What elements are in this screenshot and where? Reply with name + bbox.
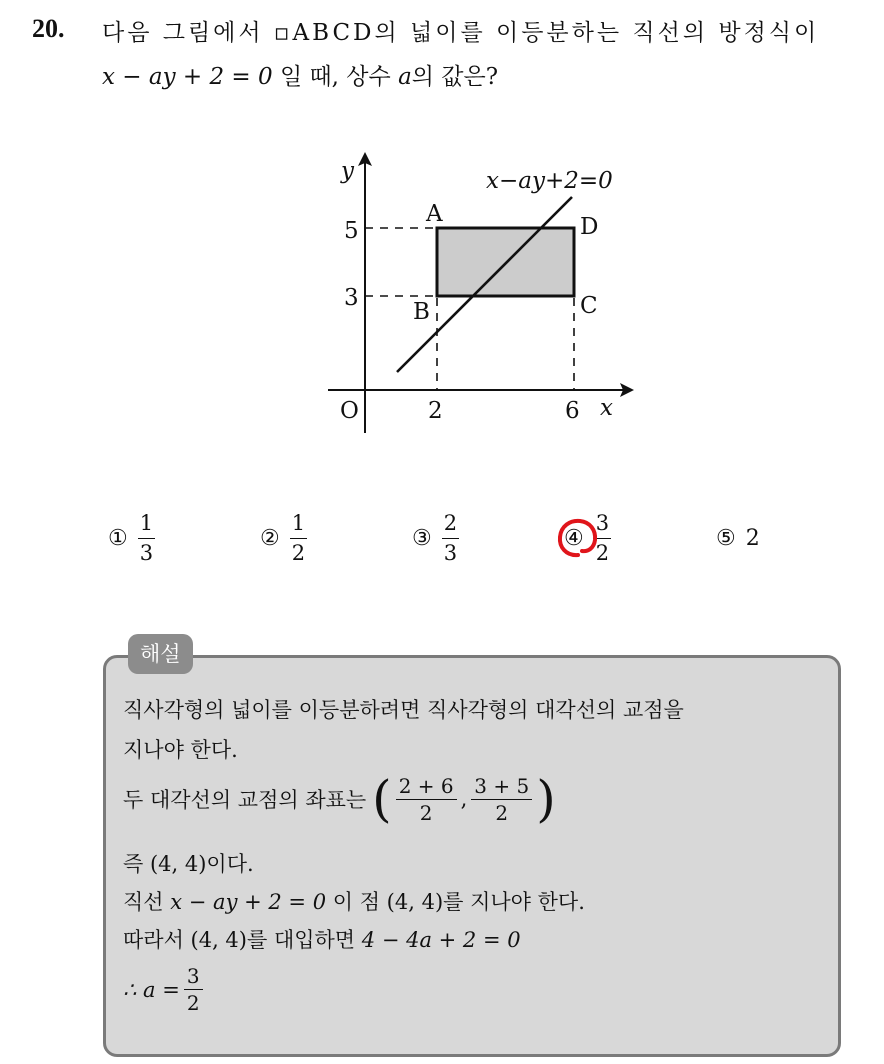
point-a-label: A xyxy=(426,201,443,227)
solution-line-1: 직사각형의 넓이를 이등분하려면 직사각형의 대각선의 교점을 xyxy=(123,698,684,722)
choice-3-fraction xyxy=(442,510,459,565)
answer-fraction xyxy=(184,966,203,1013)
solution-line-6 xyxy=(123,924,521,954)
question-text: 일 때, 상수 xyxy=(279,64,391,90)
solution-line-7-lhs: ∴ a = xyxy=(123,977,180,1002)
question-text-line1: 다음 그림에서 ▫ABCD의 넓이를 이등분하는 직선의 방정식이 xyxy=(102,20,820,46)
question-number: 20. xyxy=(32,14,65,43)
choice-5[interactable] xyxy=(716,508,760,568)
choice-5-mark: ⑤ xyxy=(716,525,736,551)
choice-3-den: 3 xyxy=(443,540,458,565)
right-paren: ) xyxy=(536,770,556,828)
question-text-end: 의 값은? xyxy=(411,64,499,90)
tick-y-5: 5 xyxy=(344,218,359,244)
solution-line-6-math: 4 − 4a + 2 = 0 xyxy=(361,928,521,952)
choice-2-den: 2 xyxy=(291,540,306,565)
solution-line-5 xyxy=(123,886,585,916)
question-text-line2 xyxy=(102,58,498,91)
solution-line-6-a: 따라서 (4, 4)를 대입하면 xyxy=(123,928,356,952)
point-c-label: C xyxy=(580,293,598,319)
choice-4[interactable] xyxy=(564,508,611,568)
x-axis-label: x xyxy=(600,395,613,421)
choice-1-num: 1 xyxy=(138,513,155,539)
choice-4-num: 3 xyxy=(594,513,611,539)
tick-x-6: 6 xyxy=(565,398,580,424)
tick-y-3: 3 xyxy=(344,285,359,311)
choice-2-mark: ② xyxy=(260,525,280,551)
choice-4-den: 2 xyxy=(595,540,610,565)
solution-line-4: 즉 (4, 4)이다. xyxy=(123,852,254,876)
choice-2-fraction xyxy=(290,510,307,565)
equation: x − ay + 2 = 0 xyxy=(102,64,273,90)
solution-line-7 xyxy=(123,966,207,1013)
fraction-y-num: 3 + 5 xyxy=(471,776,532,800)
point-d-label: D xyxy=(580,214,599,240)
choice-2[interactable] xyxy=(260,508,307,568)
choice-2-num: 1 xyxy=(290,513,307,539)
choice-3-mark: ③ xyxy=(412,525,432,551)
choice-5-value: 2 xyxy=(745,525,760,551)
answer-num: 3 xyxy=(184,966,203,990)
comma: , xyxy=(460,787,468,811)
solution-line-3 xyxy=(123,770,556,828)
fraction-x-num: 2 + 6 xyxy=(396,776,457,800)
choice-3-num: 2 xyxy=(442,513,459,539)
coordinate-graph xyxy=(320,148,650,448)
fraction-x-den: 2 xyxy=(419,800,433,825)
solution-line-3-text: 두 대각선의 교점의 좌표는 xyxy=(123,788,367,812)
fraction-y xyxy=(471,773,532,825)
solution-line-2: 지나야 한다. xyxy=(123,738,238,762)
variable-a: a xyxy=(398,64,412,90)
choice-1-den: 3 xyxy=(139,540,154,565)
choice-3[interactable] xyxy=(412,508,459,568)
choice-1-fraction xyxy=(138,510,155,565)
fraction-y-den: 2 xyxy=(495,800,509,825)
choice-4-mark xyxy=(564,526,584,551)
line-equation-label: x−ay+2=0 xyxy=(486,168,613,194)
solution-line-5-math: x − ay + 2 = 0 xyxy=(170,890,327,914)
origin-label: O xyxy=(340,398,359,424)
solution-tag: 해설 xyxy=(128,634,193,674)
left-paren: ( xyxy=(372,770,392,828)
point-b-label: B xyxy=(413,299,430,325)
fraction-x xyxy=(396,773,457,825)
choice-1-mark: ① xyxy=(108,525,128,551)
answer-den: 2 xyxy=(186,991,200,1015)
tick-x-2: 2 xyxy=(428,398,443,424)
solution-line-5-a: 직선 xyxy=(123,890,164,914)
choice-4-mark-text: ④ xyxy=(564,525,584,551)
y-axis-label: y xyxy=(341,158,354,184)
choice-1[interactable] xyxy=(108,508,155,568)
solution-line-5-b: 이 점 (4, 4)를 지나야 한다. xyxy=(332,890,585,914)
